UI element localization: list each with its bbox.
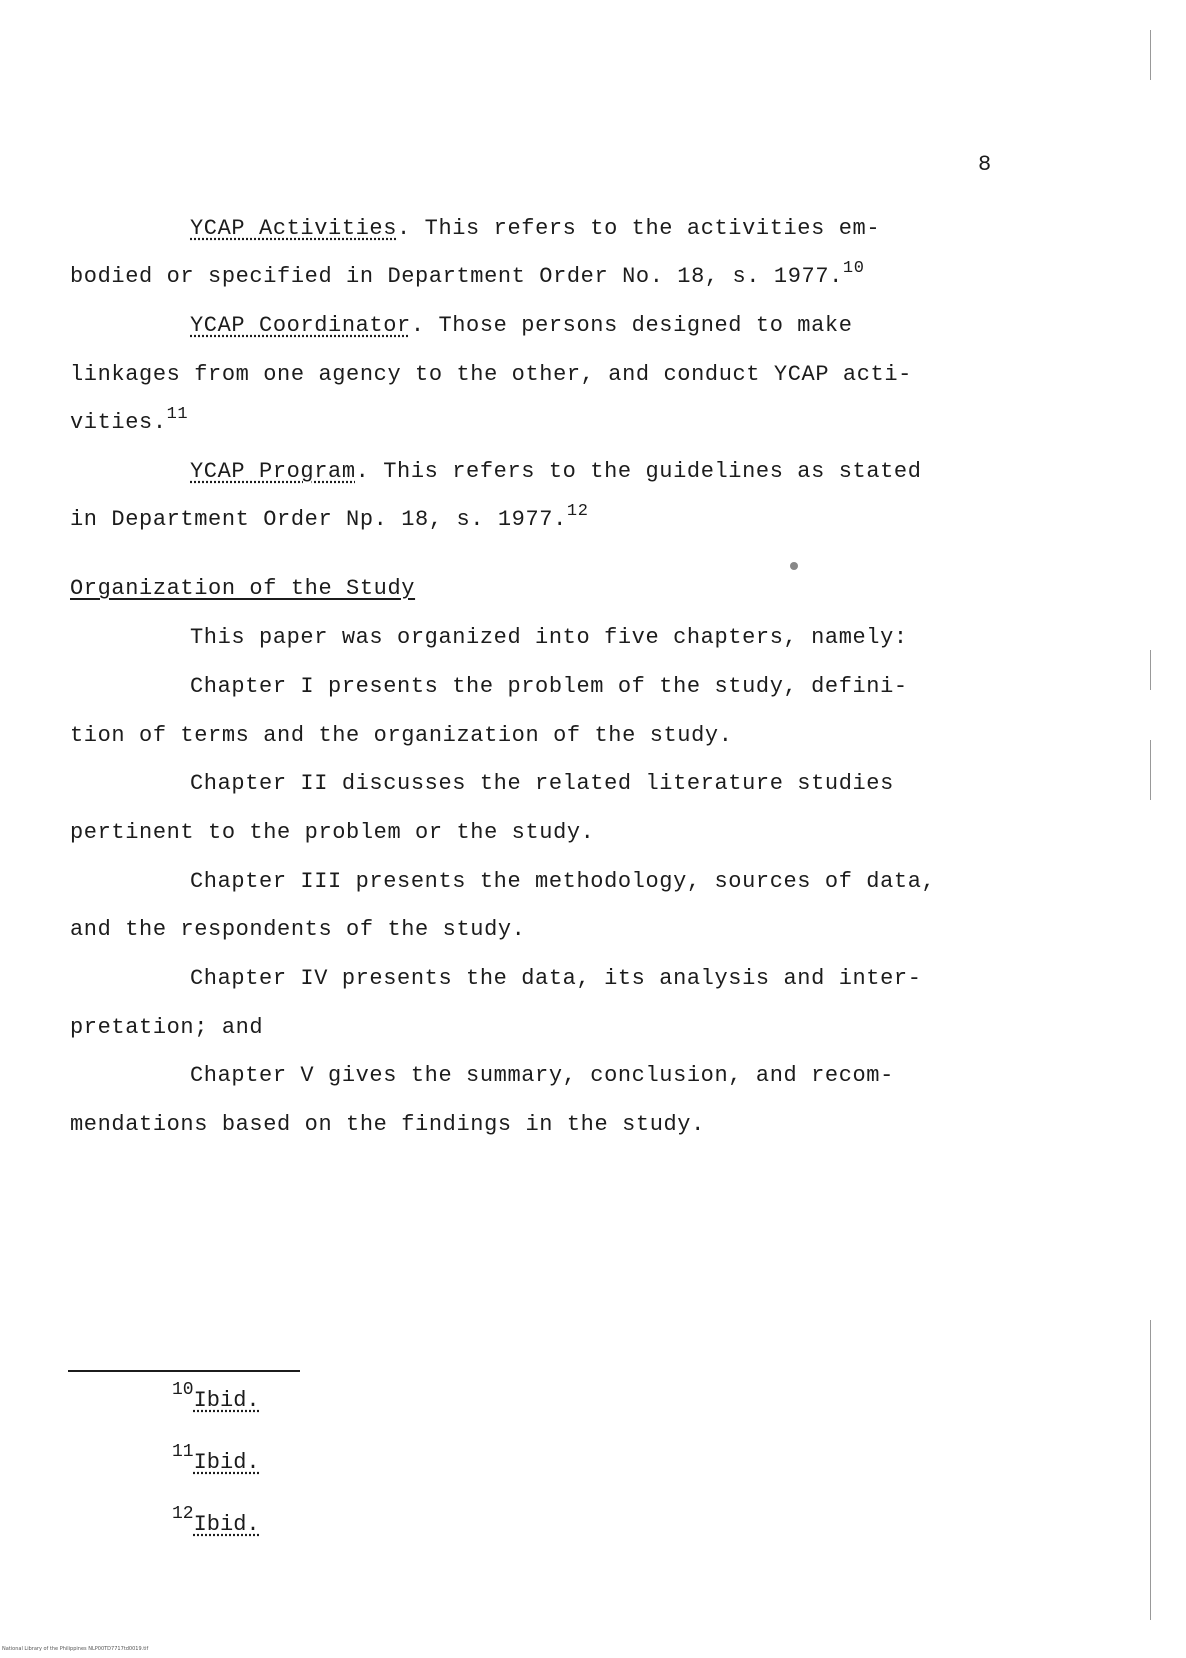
scan-edge-mark — [1150, 650, 1151, 690]
footnote-12 — [172, 1504, 260, 1537]
definition-ycap-activities-line-2 — [70, 259, 865, 289]
scan-edge-mark — [1150, 1320, 1151, 1620]
footnote-text: Ibid. — [193, 1512, 260, 1537]
definition-ycap-program-line-1 — [190, 459, 922, 484]
body-line: Chapter III presents the methodology, sources of data, — [190, 869, 936, 894]
footnote-ref-11: 11 — [166, 405, 189, 424]
body-line: Chapter V gives the summary, conclusion, and recom- — [190, 1063, 894, 1088]
scan-speck — [790, 562, 798, 570]
body-line: pertinent to the problem or the study. — [70, 820, 595, 845]
body-line: Chapter IV presents the data, its analysis and inter- — [190, 966, 922, 991]
definition-ycap-coordinator-line-1 — [190, 313, 853, 338]
body-line: pretation; and — [70, 1015, 264, 1040]
archive-caption: National Library of the Philippines NLP00TD7717td0019.tif — [2, 1646, 149, 1652]
definition-ycap-coordinator-line-3 — [70, 405, 189, 435]
page-number: 8 — [978, 152, 992, 177]
term-ycap-program: YCAP Program — [190, 459, 356, 484]
body-line: This paper was organized into five chapters, namely: — [190, 625, 908, 650]
scan-edge-mark — [1150, 30, 1151, 80]
definition-text: in Department Order Np. 18, s. 1977. — [70, 507, 567, 532]
scan-edge-mark — [1150, 740, 1151, 800]
footnote-number: 12 — [172, 1504, 194, 1524]
footnote-number: 11 — [172, 1442, 194, 1462]
footnote-rule — [68, 1370, 300, 1372]
body-line: mendations based on the findings in the study. — [70, 1112, 705, 1137]
definition-text: bodied or specified in Department Order No. 18, s. 1977. — [70, 264, 843, 289]
footnote-text: Ibid. — [193, 1388, 260, 1413]
body-line: tion of terms and the organization of the study. — [70, 723, 733, 748]
definition-ycap-program-line-2 — [70, 502, 589, 532]
section-heading: Organization of the Study — [70, 576, 416, 601]
definition-ycap-coordinator-line-2: linkages from one agency to the other, and conduct YCAP acti- — [70, 362, 912, 387]
definition-text: vities. — [70, 410, 167, 435]
footnote-ref-12: 12 — [566, 502, 589, 521]
definition-ycap-activities-line-1 — [190, 216, 880, 241]
body-line: Chapter I presents the problem of the study, defini- — [190, 674, 908, 699]
footnote-ref-10: 10 — [842, 259, 865, 278]
definition-text: . This refers to the activities em- — [397, 216, 881, 241]
footnote-10 — [172, 1380, 260, 1413]
footnote-11 — [172, 1442, 260, 1475]
definition-text: . This refers to the guidelines as stated — [355, 459, 922, 484]
term-ycap-activities: YCAP Activities — [190, 216, 398, 241]
term-ycap-coordinator: YCAP Coordinator — [190, 313, 411, 338]
body-line: Chapter II discusses the related literature studies — [190, 771, 894, 796]
body-line: and the respondents of the study. — [70, 917, 526, 942]
footnote-text: Ibid. — [193, 1450, 260, 1475]
definition-text: . Those persons designed to make — [410, 313, 853, 338]
footnote-number: 10 — [172, 1380, 194, 1400]
